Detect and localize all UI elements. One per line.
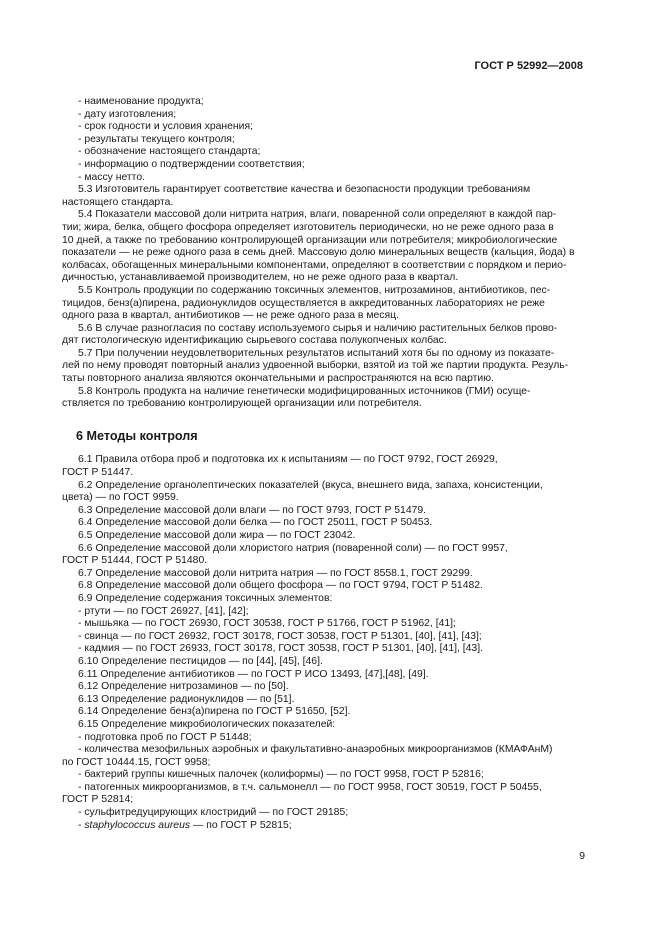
list-item: - сульфитредуцирующих клостридий — по ГОСТ 29185; (78, 807, 349, 819)
list-item: - патогенных микроорганизмов, в т.ч. сальмонелл — по ГОСТ 9958, ГОСТ 30519, ГОСТ Р 50455, (78, 781, 542, 793)
paragraph-5-3 (62, 184, 584, 209)
text-line: ГОСТ Р 51447. (62, 467, 134, 479)
paragraph-6-4: 6.4 Определение массовой доли белка — по ГОСТ 25011, ГОСТ Р 50453. (78, 517, 433, 529)
text-line: лей по нему проводят повторный анализ удвоенной выборки, взятой из той же партии продукта. Резуль- (62, 360, 569, 372)
text-line: 5.6 В случае разногласия по составу используемого сырья и наличию растительных белков прово- (78, 322, 558, 334)
text-line: по ГОСТ 10444.15, ГОСТ 9958; (62, 756, 211, 768)
text-line: 6.1 Правила отбора проб и подготовка их к испытаниям — по ГОСТ 9792, ГОСТ 26929, (78, 454, 498, 466)
paragraph-6-5: 6.5 Определение массовой доли жира — по ГОСТ 23042. (78, 530, 356, 541)
list-item: - кадмия — по ГОСТ 26933, ГОСТ 30178, ГОСТ 30538, ГОСТ Р 51301, [40], [41], [43]. (78, 643, 483, 655)
list-item: - свинца — по ГОСТ 26932, ГОСТ 30178, ГОСТ 30538, ГОСТ Р 51301, [40], [41], [43]; (78, 630, 482, 642)
text-line: тии; жира, белка, общего фосфора определяет изготовитель периодически, но не реже одного раза в (62, 221, 554, 233)
standard-header: ГОСТ Р 52992—2008 (474, 60, 583, 72)
text-line: 5.7 При получении неудовлетворительных результатов испытаний хотя бы по одному из показате- (78, 347, 555, 359)
organism-name: staphylococcus aureus (84, 819, 191, 831)
text-line: ГОСТ Р 52814; (62, 794, 134, 806)
paragraph-5-7 (62, 348, 584, 386)
paragraph-6-6 (62, 543, 584, 568)
microbiology-list (62, 732, 584, 833)
paragraph-6-7: 6.7 Определение массовой доли нитрита натрия — по ГОСТ 8558.1, ГОСТ 29299. (78, 567, 473, 579)
paragraph-6-2 (62, 480, 584, 505)
list-item (62, 820, 584, 833)
paragraph-6-13: 6.13 Определение радионуклидов — по [51]. (78, 693, 295, 705)
text-line: дичностью, устанавливаемой производителем, но не реже одного раза в квартал. (62, 272, 459, 284)
text-line: 5.8 Контроль продукта на наличие генетически модифицированных источников (ГМИ) осуще- (78, 385, 531, 397)
text-line: тицидов, бенз(а)пирена, радионуклидов осуществляется в аккредитованных лабораториях не реже (62, 297, 545, 309)
text-line: 5.3 Изготовитель гарантирует соответствие качества и безопасности продукции требованиям (78, 184, 531, 196)
paragraph-6-9: 6.9 Определение содержания токсичных элементов: (78, 592, 333, 604)
list-item: - мышьяка — по ГОСТ 26930, ГОСТ 30538, ГОСТ Р 51766, ГОСТ Р 51962, [41]; (78, 618, 456, 630)
toxic-elements-list (62, 606, 584, 656)
paragraph-6-12: 6.12 Определение нитрозаминов — по [50]. (78, 681, 289, 693)
text-line: показатели — не реже одного раза в семь дней. Массовую долю минеральных веществ (кальция, йода) в (62, 247, 575, 259)
list-item: - количества мезофильных аэробных и факультативно-анаэробных микроорганизмов (КМАФАнМ) (78, 744, 553, 756)
paragraph-6-10: 6.10 Определение пестицидов — по [44], [45], [46]. (78, 655, 323, 667)
text-line: настоящего стандарта. (62, 196, 174, 208)
list-item: - дату изготовления; (78, 108, 177, 120)
standard-reference: — по ГОСТ Р 52815; (190, 819, 292, 831)
page-number: 9 (579, 851, 585, 862)
text-line: 5.4 Показатели массовой доли нитрита натрия, влаги, поваренной соли определяют в каждой пар- (78, 209, 557, 221)
list-item: - наименование продукта; (78, 96, 204, 107)
paragraph-6-11: 6.11 Определение антибиотиков — по ГОСТ Р ИСО 13493, [47],[48], [49]. (78, 668, 429, 680)
list-item: - массу нетто. (78, 171, 145, 183)
page-content (62, 96, 584, 832)
list-dash: - (78, 819, 85, 831)
text-line: цвета) — по ГОСТ 9959. (62, 492, 179, 504)
paragraph-6-1 (62, 454, 584, 479)
text-line: 10 дней, а также по требованию контролирующей организации или потребителя; микробиологические (62, 234, 558, 246)
text-line: таты повторного анализа являются окончательными и распространяются на всю партию. (62, 373, 494, 385)
text-line: колбасах, обогащенных минеральными компонентами, определяют в соответствии с порядком и перио- (62, 259, 567, 271)
labeling-list (62, 96, 584, 184)
paragraph-6-3: 6.3 Определение массовой доли влаги — по ГОСТ 9793, ГОСТ Р 51479. (78, 504, 427, 516)
paragraph-6-15: 6.15 Определение микробиологических показателей: (78, 718, 336, 730)
text-line: 5.5 Контроль продукции по содержанию токсичных элементов, нитрозаминов, антибиотиков, пес- (78, 284, 551, 296)
text-line: одного раза в квартал, антибиотиков — не реже одного раза в месяц. (62, 310, 399, 322)
paragraph-6-14: 6.14 Определение бенз(а)пирена по ГОСТ Р 51650, [52]. (78, 706, 351, 718)
list-item: - информацию о подтверждении соответствия; (78, 158, 305, 170)
paragraph-5-4 (62, 209, 584, 285)
list-item: - результаты текущего контроля; (78, 133, 235, 145)
text-line: 6.6 Определение массовой доли хлористого натрия (поваренной соли) — по ГОСТ 9957, (78, 542, 508, 554)
paragraph-6-8: 6.8 Определение массовой доли общего фосфора — по ГОСТ 9794, ГОСТ Р 51482. (78, 580, 483, 592)
list-item: - срок годности и условия хранения; (78, 121, 253, 133)
text-line: ГОСТ Р 51444, ГОСТ Р 51480. (62, 555, 208, 567)
section-heading: 6 Методы контроля (76, 428, 198, 443)
text-line: дят гистологическую идентификацию сырьевого состава полукопченых колбас. (62, 335, 447, 347)
list-item: - бактерий группы кишечных палочек (колиформы) — по ГОСТ 9958, ГОСТ Р 52816; (78, 769, 484, 781)
list-item: - ртути — по ГОСТ 26927, [41], [42]; (78, 605, 249, 617)
text-line: ствляется по требованию контролирующей организации или потребителя. (62, 398, 422, 410)
paragraph-5-8 (62, 386, 584, 411)
paragraph-5-6 (62, 323, 584, 348)
paragraph-5-5 (62, 285, 584, 323)
list-item: - обозначение настоящего стандарта; (78, 146, 261, 158)
text-line: 6.2 Определение органолептических показателей (вкуса, внешнего вида, запаха, консистенции, (78, 479, 543, 491)
list-item: - подготовка проб по ГОСТ Р 51448; (78, 731, 252, 743)
